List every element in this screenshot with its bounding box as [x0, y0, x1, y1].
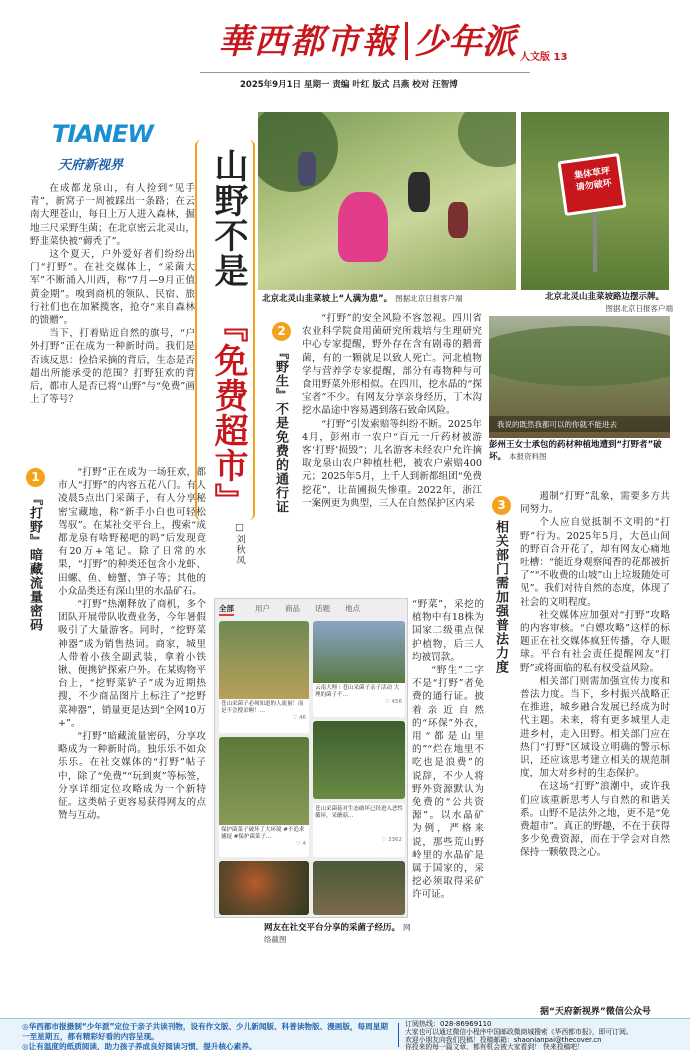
photo3-caption-text: 彭州王女士承包的药材种植地遭到“打野者”破坏。 [489, 440, 662, 462]
phone-post-image[interactable] [313, 721, 405, 799]
edition-label: 人文版 13 [520, 52, 568, 63]
section2-text-top [302, 312, 482, 510]
post-image [219, 737, 309, 825]
section1-number: 1 [26, 468, 45, 487]
phone-tabs [219, 603, 405, 617]
sign-post [593, 212, 597, 272]
photo-damaged-field [489, 316, 670, 438]
masthead [0, 0, 690, 100]
section1-text [58, 466, 206, 822]
phone-post[interactable] [219, 737, 309, 857]
header-line [200, 72, 530, 73]
date-line: 2025年9月1日 星期一 责编 叶红 版式 吕燕 校对 汪智博 [240, 80, 458, 90]
photo-crowd-hillside [258, 112, 516, 290]
section2-title: 『野生』不是免费的通行证 [273, 346, 288, 514]
photo-tree [458, 112, 516, 167]
footer-left-line2: ◎让有温度的纸质阅读，助力孩子养成良好阅读习惯，提升核心素养。 [22, 1042, 257, 1050]
intro-text [30, 182, 195, 406]
section2-paragraph: “野菜”，采挖的植物中有18株为国家二级重点保护植物，后三人均被罚款。 [412, 599, 484, 663]
photo3-caption [489, 440, 670, 463]
section3-number: 3 [492, 496, 511, 515]
photo3-credit: 本报资料图 [508, 452, 547, 461]
intro-paragraph: 在成都龙泉山，有人捡到“见手青”，新窝子一周被踩出一条路；在云南大理苍山，每日上万人进入森林，掘地三尺采野生菌；在北京密云北灵山，野韭菜快被“薅秃了”。 [30, 183, 195, 247]
post-like-count: 4 [302, 841, 306, 847]
photo2-caption-text: 北京北灵山韭菜坡路边摆示牌。 [545, 292, 665, 302]
phone-post-image[interactable] [313, 861, 405, 915]
section3-paragraph: 相关部门则需加强宣传力度和普法力度。当下，乡村振兴战略正在推进，城乡融合发展已经成为时代主题。未来，将有更多城里人走进乡村，走入田野。相关部门应在热门“打野”区域设立明确的警示标识，还应该思考建立相关的规范制度，加大对乡村的生态保护。 [520, 675, 670, 780]
paper-name: 華西都市報 [218, 22, 398, 62]
footer [0, 1018, 690, 1050]
photo-hill [489, 326, 670, 386]
post-text: 保护菌菜子破坏了大环境 #不追求捕捉 #保护菌菜子… [221, 827, 305, 840]
footer-divider [398, 1023, 399, 1047]
intro-paragraph: 当下，打着贴近自然的旗号，“户外打野”正在成为一种新时尚。我们是否该反思：捡拾采摘的背后，生态是否超出所能承受的范围？打野狂欢的背后，都市人是否已将“山野”与“免费”画上了等号？ [30, 328, 195, 406]
phone-screenshot [214, 598, 408, 918]
section3-paragraph: 在这场“打野”浪潮中，或许我们应该重新思考人与自然的和谐关系。山野不是法外之地，更不是“免费超市”。真正的野趣，不在于获得多少免费资源，而在于学会对自然保持一颗敬畏之心。 [520, 781, 670, 859]
phone-tab-places[interactable]: 地点 [345, 604, 360, 613]
section1-paragraph: “打野”暗藏流量密码，分享攻略成为一种新时尚。独乐乐不如众乐乐。在社交媒体的“打野”帖子中，除了“免费”“玩到爽”等标签，分享详细定位攻略成为一个新特征。这类帖子更容易获得网友的点赞与互动。 [58, 731, 206, 822]
post-likes: ♡ 456 [384, 699, 402, 705]
post-like-count: 3362 [388, 837, 402, 843]
phone-post[interactable] [313, 621, 405, 717]
phone-post-image[interactable] [219, 861, 309, 915]
byline: □刘秋凤 [234, 522, 245, 566]
post-like-count: 456 [391, 699, 402, 705]
section3-title: 相关部门需加强普法力度 [493, 520, 508, 674]
post-image [219, 621, 309, 699]
photo-person [298, 152, 316, 186]
section2-paragraph: “打野”的安全风险不容忽视。四川省农业科学院食用菌研究所栽培与生理研究中心专家提醒，野外存在含有剧毒的鹅膏菌，有的一颗就足以致人死亡。河北植物学与营养学专家提醒，部分有毒物种与可食用野菜外形相似。在四川，挖水晶的“探宝者”不少。有网友分享亲身经历，丁木沟挖水晶途中容易遇到落石致命风险。 [302, 313, 482, 417]
section2-text-bottom [412, 598, 484, 902]
main-title-part2: 『免费超市』 [208, 308, 248, 518]
main-title-box [195, 140, 255, 520]
section2-number: 2 [272, 322, 291, 341]
section3-text [520, 490, 670, 860]
section2-paragraph: “打野”引发索赔等纠纷不断。2025年4月，彭州市一农户“百元一斤药材被游客‘打野’损毁”；儿名游客未经农户允许摘取龙泉山农户种植杜杷，被农户索赔400元；2025年5月，上千人到新都组团“免费挖花”，让苗圃损失惨重。2022年，浙江一案例更为典型，三人在自然保护区内采 [302, 418, 482, 509]
photo1-caption-text: 北京北灵山韭菜坡上“人满为患”。 [262, 294, 393, 304]
section-name: 少年派 [414, 22, 516, 62]
footer-right-line2: 大家也可以通过微信小程序中国邮政微商城搜索《华西都市报》，即可订阅。 [405, 1028, 633, 1036]
photo4-caption [264, 922, 412, 946]
post-likes: ♡ 46 [292, 715, 306, 721]
footer-right-line1: 订阅热线：028-86969110 [405, 1020, 492, 1028]
phone-tab-products[interactable]: 商品 [285, 604, 300, 613]
phone-post[interactable] [313, 803, 405, 857]
post-text: 苍山采菌菇对生态破坏已经进入恶性循环，采蘑菇… [315, 806, 404, 819]
footer-left-line1: ◎华西都市报摄制“少年派”定位于亲子共读刊物，设有作文版、少儿新闻版、科普读物版、漫画版，每周星期一至星期五，都有精彩好看的内容呈现。 [22, 1022, 388, 1041]
phone-post[interactable] [219, 621, 309, 733]
photo-person [448, 202, 468, 238]
footer-right-line4: 你投来的每一篇文章，都有机会被大家看到！ 快来投稿吧！ [405, 1043, 584, 1050]
phone-tab-all[interactable]: 全部 [219, 603, 234, 616]
photo1-credit: 图据北京日报客户端 [395, 294, 463, 303]
logo-text: 天府新视界 [58, 158, 124, 173]
section1-title: 『打野』暗藏流量密码 [27, 492, 42, 632]
photo3-overlay-text: 我说的既然我都可以的你就不能进去 [497, 420, 617, 429]
photo2-credit: 图据北京日报客户端 [605, 304, 673, 313]
intro-paragraph: 这个夏天，户外爱好者们纷纷出门“打野”。在社交媒体上，“采菌大军”不断涌入川西，称“7月—9月正值黄金期”。嗅到商机的领队、民宿、旅行社们也在加紧揽客，抢夺“来自森林的馈赠”。 [30, 249, 195, 327]
photo2-caption [545, 292, 673, 314]
section2-paragraph: “野生”二字不是“打野”者免费的通行证。披着亲近自然的“环保”外衣，用“都是山里的”“烂在地里不吃也是浪费”的说辞，不少人将野外资源默认为免费的“公共资源”。以水晶矿为例，严格来说，那些荒山野岭里的水晶矿是属于国家的，采挖必须取得采矿许可证。 [412, 665, 484, 901]
logo-badge: TIANEW [52, 120, 153, 148]
header-divider [405, 22, 408, 60]
section1-paragraph: “打野”正在成为一场狂欢，都市人“打野”的内容五花八门。有人凌晨5点出门采菌子，有人分享秘密宝藏地，称“新手小白也可轻松驾驭”。在某社交平台上，搜索“成都龙泉有啥野秘吧的吗”后发现竟有20万+笔记。除了日常的水果，“打野”的种类还包含小龙虾、田螺、鱼、螃蟹、笋子等；其他的小众品类还有深山里的水晶矿石。 [58, 467, 206, 597]
photo-person [408, 172, 430, 212]
phone-tab-users[interactable]: 用户 [255, 604, 270, 613]
tianew-logo [52, 120, 162, 180]
post-likes: ♡ 4 [295, 841, 306, 847]
photo1-caption [262, 292, 518, 304]
main-title-part1: 山野不是 [208, 148, 248, 288]
article-source: 据“天府新视界”微信公众号 [540, 1007, 651, 1017]
photo-warning-sign [521, 112, 669, 290]
post-text: 苍山采菌子必须知道的人流量！而是不会搜采啊！… [221, 701, 304, 714]
sign-text: 集体草坪 请勿破坏 [573, 166, 613, 194]
photo4-caption-text: 网友在社交平台分享的采菌子经历。 [264, 923, 401, 933]
section3-paragraph: 社交媒体应加强对“打野”攻略的内容审核。“白嫖攻略”这样的标题正在社交媒体疯狂传播，夺人眼球。平台有社会责任提醒网友“打野”或将面临的私有权受益风险。 [520, 609, 670, 674]
post-likes: ♡ 3362 [381, 837, 402, 843]
photo-person-pink [338, 192, 388, 262]
footer-right-line3: 欢迎小朋友向我们投稿！投稿邮箱：shaonianpai@thecover.cn [405, 1036, 602, 1044]
section3-paragraph: 遏制“打野”乱象，需要多方共同努力。 [520, 491, 670, 516]
post-text: 云南大理｜苍山采菌子亲子活动 大理的菌子不… [315, 685, 400, 698]
post-image [313, 621, 405, 683]
photo4-credit: 网络截图 [264, 923, 411, 944]
section3-paragraph: 个人应自觉抵制不文明的“打野”行为。2025年5月，大邑山间的野百合开花了，却有网友心痛地吐槽：“能近身观察闻香的花都被折了”“不收费的山坡”山上垃圾随处可见”。我们对待自然的态度，体现了社会的文明程度。 [520, 517, 670, 608]
phone-tab-topics[interactable]: 话题 [315, 604, 330, 613]
post-like-count: 46 [299, 715, 306, 721]
section1-paragraph: “打野”热潮释放了商机，多个团队开展带队收费业务，今年暑假吸引了大量游客。同时，“挖野菜神器”成为销售热词。商家，城里人带着小孩全副武装，拿着小铁锹、便携铲探索户外。在某购物平台上，“挖野菜铲子”成为近期热搜，不少商品图片上标注了“挖野菜神器”，销量更是达到“全网10万+”。 [58, 599, 206, 729]
